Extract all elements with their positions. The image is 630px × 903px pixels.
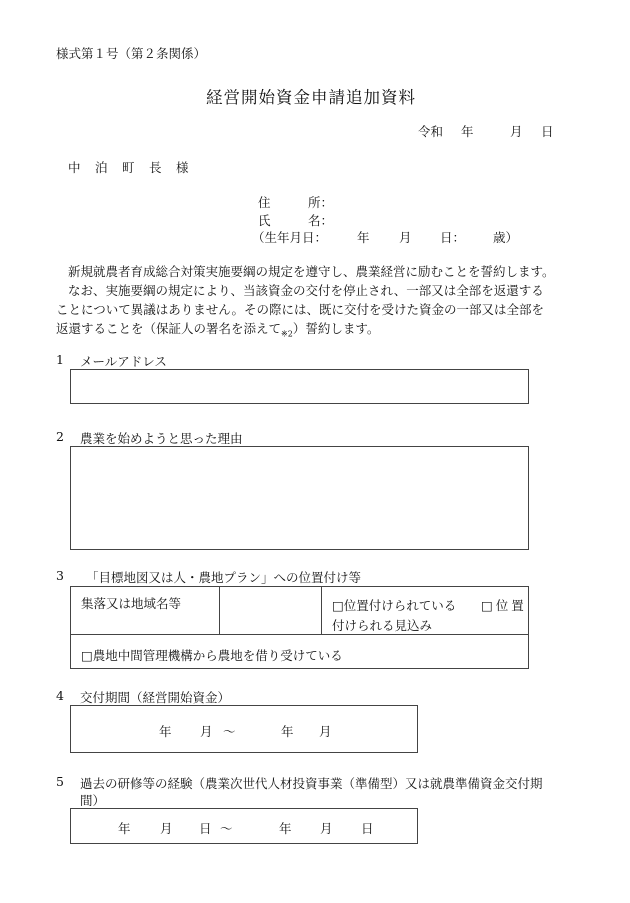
positioning-status-cell — [321, 586, 529, 635]
period-to-year: 年 — [281, 724, 294, 739]
pledge-line-4-pre: 返還することを（保証人の署名を添えて — [56, 321, 282, 336]
name-label: 氏 名： — [258, 213, 334, 228]
section-3-label: 「目標地図又は人・農地プラン」への位置付け等 — [86, 570, 362, 585]
birth-month: 月 — [399, 230, 412, 245]
section-1-label: メールアドレス — [80, 354, 167, 369]
option-positioned[interactable]: □位置付けられている — [332, 598, 457, 613]
birth-day: 日： — [440, 230, 466, 245]
training-period-field[interactable] — [70, 808, 418, 844]
form-number: 様式第１号（第２条関係） — [56, 46, 207, 61]
village-label: 集落又は地域名等 — [81, 596, 182, 611]
section-4-label: 交付期間（経営開始資金） — [80, 690, 231, 705]
option-to-be-positioned[interactable]: □位置 — [481, 598, 527, 613]
birth-year: 年 — [357, 230, 370, 245]
email-field[interactable] — [70, 369, 529, 404]
lease-option-cell — [70, 634, 529, 669]
guarantor-note: ※2 — [281, 329, 293, 339]
pledge-line-4-post: ）誓約します。 — [292, 321, 380, 336]
section-5-label-cont: 間） — [80, 793, 106, 808]
section-5-number: 5 — [56, 774, 64, 789]
section-5-label: 過去の研修等の経験（農業次世代人材投資事業（準備型）又は就農準備資金交付期 — [80, 776, 543, 791]
pledge-line-2: なお、実施要綱の規定により、当該資金の交付を停止され、一部又は全部を返還する — [68, 283, 544, 298]
age: 歳） — [493, 230, 519, 245]
pledge-paragraph — [56, 262, 596, 344]
training-from-year: 年 — [118, 821, 131, 836]
document-title: 経営開始資金申請追加資料 — [206, 88, 416, 107]
option-lease[interactable]: □農地中間管理機構から農地を借り受けている — [81, 648, 343, 663]
pledge-line-1: 新規就農者育成総合対策実施要綱の規定を遵守し、農業経営に励むことを誓約します。 — [68, 264, 555, 279]
address-label: 住 所： — [258, 195, 334, 210]
date-month: 月 — [510, 124, 523, 139]
option-to-be-positioned-cont: 付けられる見込み — [332, 618, 433, 633]
training-from-day: 日 — [199, 821, 212, 836]
birth-label: （生年月日： — [252, 230, 328, 245]
period-tilde: ～ — [223, 724, 236, 739]
village-label-cell — [70, 586, 220, 635]
period-to-month: 月 — [319, 724, 332, 739]
training-to-year: 年 — [279, 821, 292, 836]
reason-field[interactable] — [70, 446, 529, 550]
addressee: 中 泊 町 長 様 — [68, 160, 190, 175]
period-from-year: 年 — [159, 724, 172, 739]
training-tilde: ～ — [220, 821, 233, 836]
section-3-number: 3 — [56, 568, 64, 583]
training-to-month: 月 — [320, 821, 333, 836]
section-4-number: 4 — [56, 688, 64, 703]
village-name-field[interactable] — [219, 586, 322, 635]
date-year: 年 — [461, 124, 474, 139]
date-day: 日 — [541, 124, 554, 139]
training-from-month: 月 — [160, 821, 173, 836]
grant-period-field[interactable] — [70, 705, 418, 753]
section-1-number: 1 — [56, 352, 64, 367]
period-from-month: 月 — [200, 724, 213, 739]
pledge-line-4 — [56, 319, 596, 344]
date-era: 令和 — [418, 124, 444, 139]
section-2-number: 2 — [56, 429, 64, 444]
training-to-day: 日 — [361, 821, 374, 836]
section-2-label: 農業を始めようと思った理由 — [80, 431, 243, 446]
pledge-line-3: ことについて異議はありません。その際には、既に交付を受けた資金の一部又は全部を — [56, 302, 545, 317]
